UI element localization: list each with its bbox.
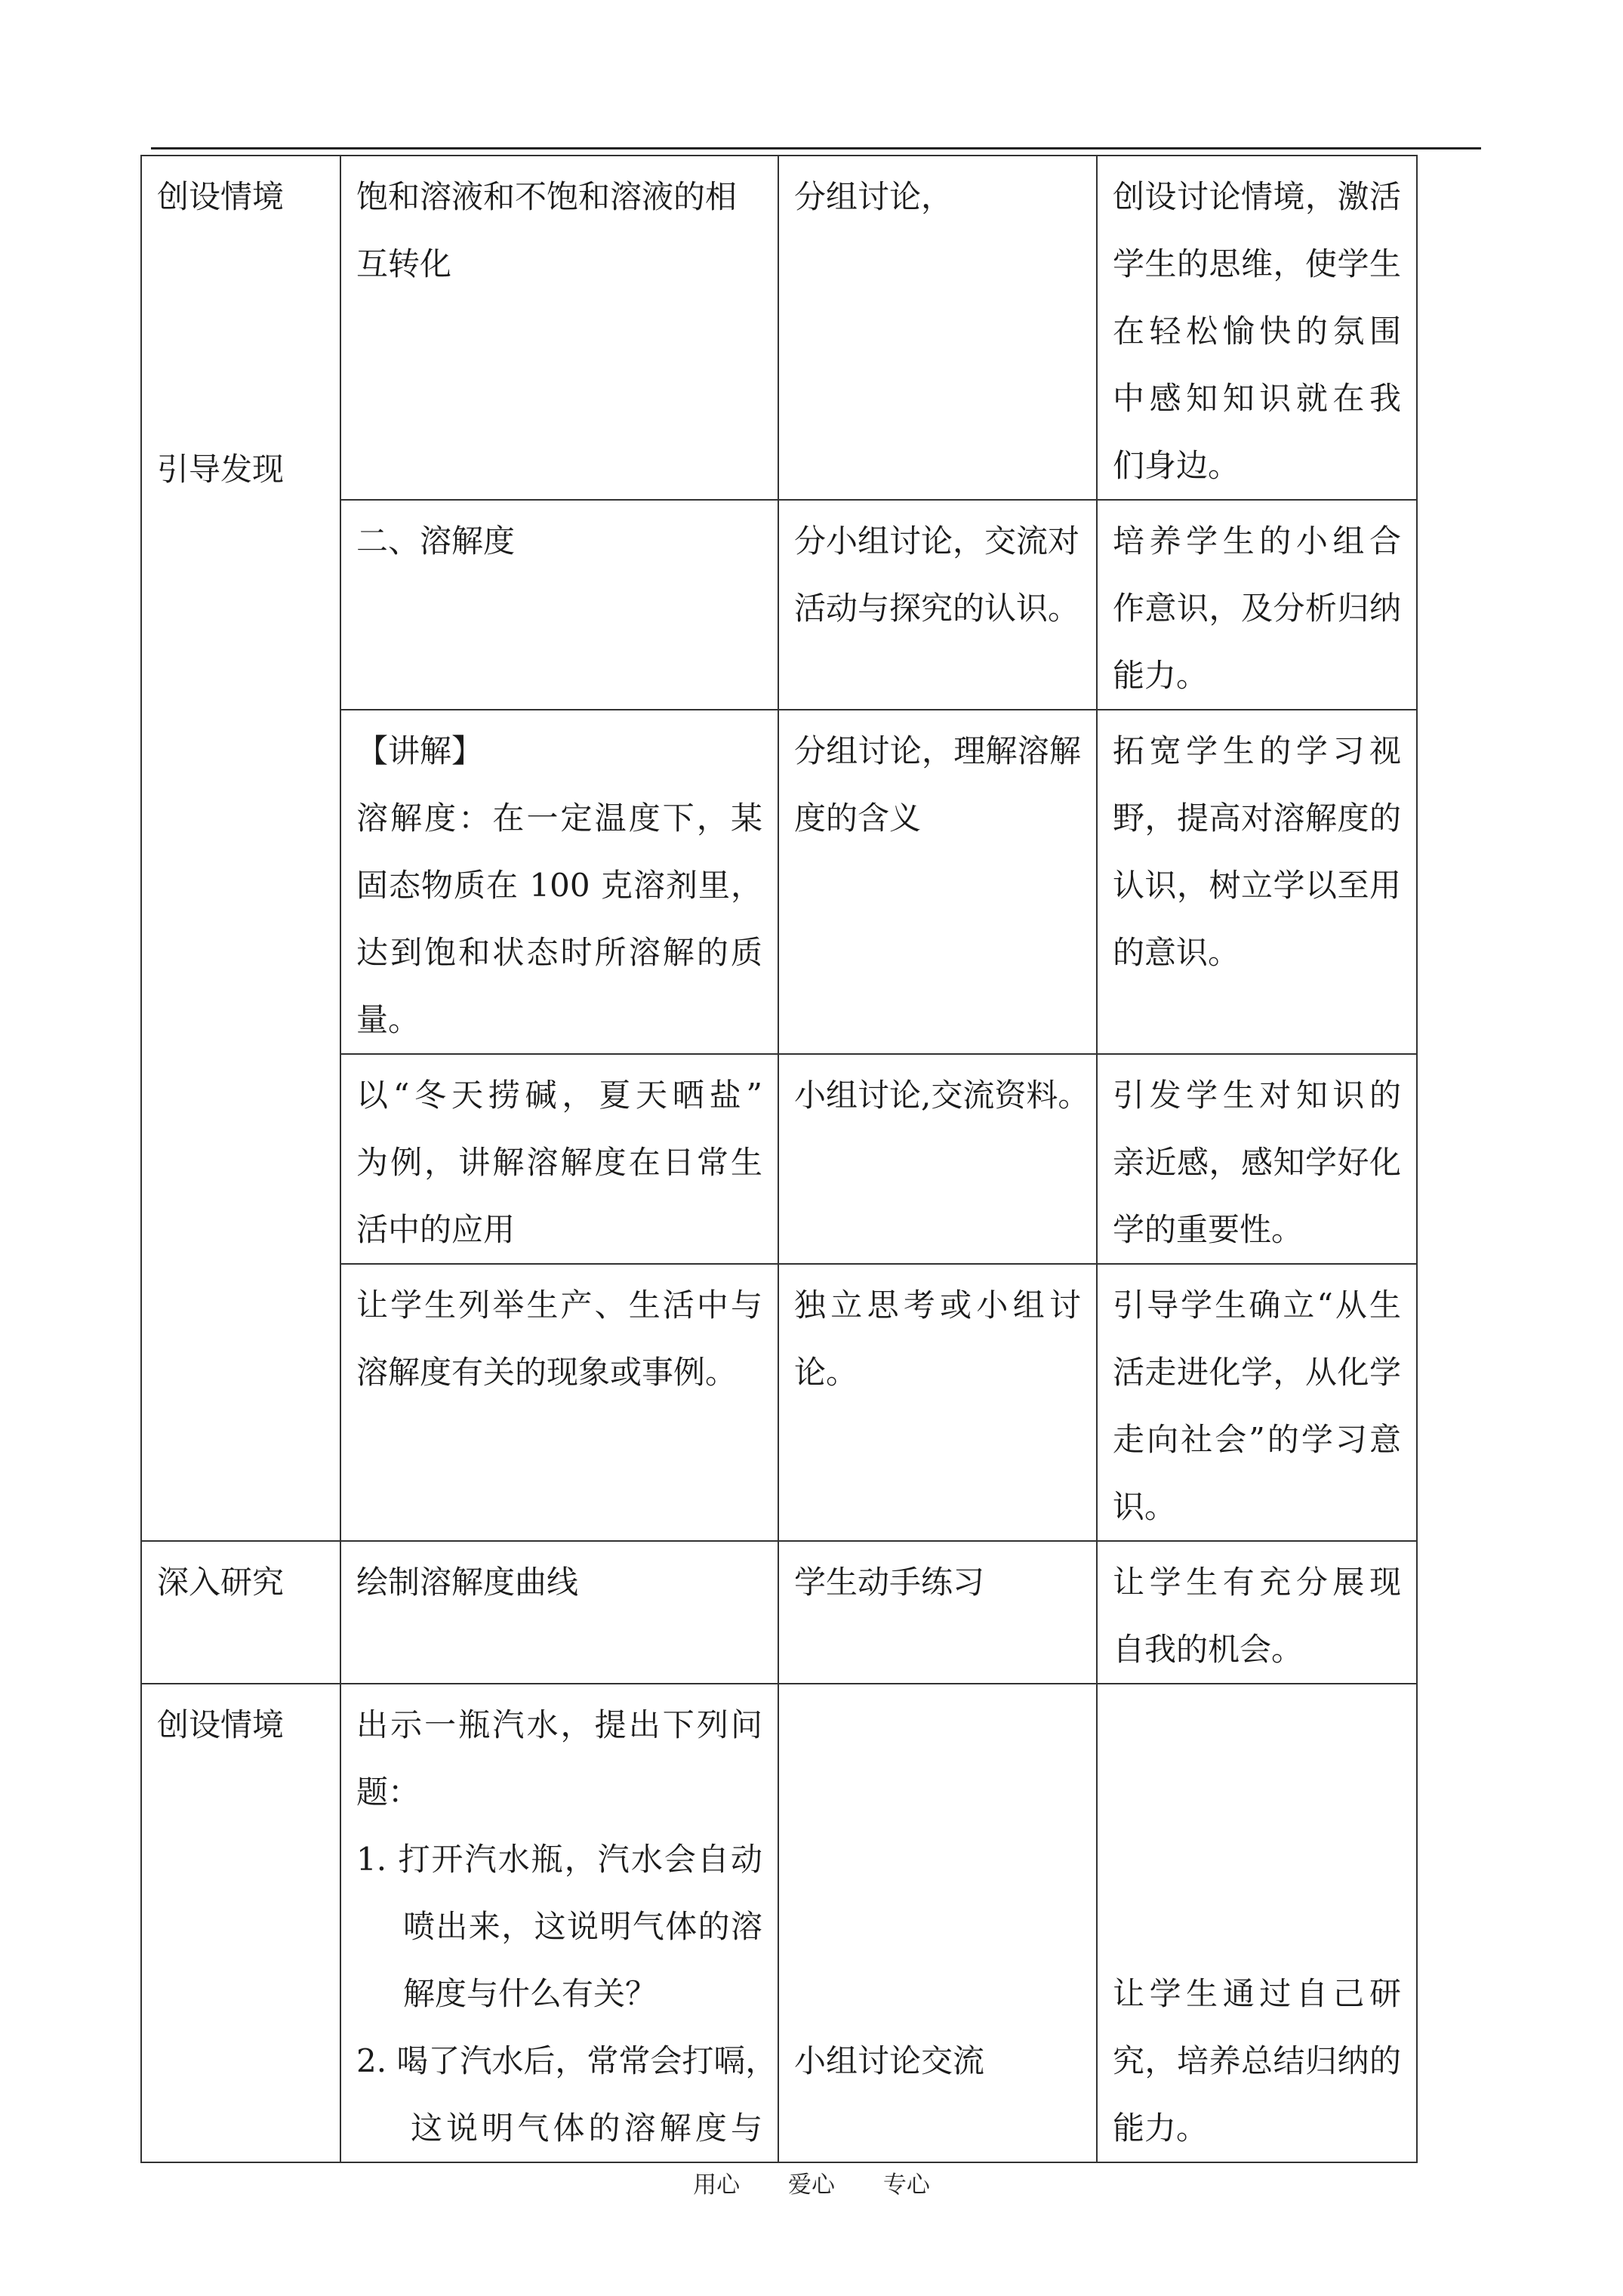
spacer-line: [1113, 1691, 1401, 1758]
text-line: 作意识，及分析归纳: [1113, 590, 1401, 627]
text-line: 论。: [794, 1354, 858, 1391]
content-cell: [340, 1054, 778, 1264]
text-line: 们身边。: [1113, 447, 1240, 484]
text-line: 量。: [356, 1001, 420, 1038]
footer-text: 专心: [882, 2171, 930, 2199]
text-line: 究，培养总结归纳的: [1113, 2042, 1401, 2079]
content-cell: [340, 1264, 778, 1541]
text-line: 二、溶解度: [356, 522, 516, 559]
text-line: 引导学生确立“从生: [1113, 1287, 1401, 1324]
text-line: 野，提高对溶解度的: [1113, 800, 1401, 837]
spacer-line: [794, 1893, 1081, 1960]
text-line: 溶解度：在一定温度下，某: [356, 800, 762, 837]
text-line: 溶解度有关的现象或事例。: [356, 1354, 738, 1391]
spacer-line: [794, 1960, 1081, 2027]
stage-label: 创设情境: [157, 178, 285, 215]
text-line: 引发学生对知识的: [1113, 1077, 1401, 1114]
text-line: 2. 喝了汽水后，常常会打嗝，: [356, 2042, 778, 2079]
spacer-line: [794, 1691, 1081, 1758]
intent-cell: [1097, 710, 1417, 1054]
text-line: 学生的思维，使学生: [1113, 245, 1401, 282]
stage-cell: [141, 1541, 340, 1684]
text-line: 认识，树立学以至用: [1113, 867, 1401, 904]
text-line: 【讲解】: [356, 732, 484, 769]
stage-cell: [141, 1684, 340, 2162]
intent-cell: [1097, 156, 1417, 500]
activity-cell: [778, 1264, 1097, 1541]
text-line: 小组讨论交流: [794, 2042, 985, 2079]
text-line: 度的含义: [794, 800, 922, 837]
header-rule: [151, 147, 1481, 149]
spacer-line: [1113, 1893, 1401, 1960]
text-line: 学生动手练习: [794, 1564, 985, 1601]
stage-label: 创设情境: [157, 1706, 285, 1743]
content-cell: [340, 1684, 778, 2162]
text-line: 让学生通过自己研: [1113, 1975, 1401, 2012]
table-row: [141, 156, 1417, 500]
text-line: 在轻松愉快的氛围: [1113, 313, 1401, 350]
text-line: 能力。: [1113, 2110, 1209, 2147]
text-line: 分组讨论，: [794, 178, 953, 215]
content-cell: [340, 710, 778, 1054]
table-row: [141, 1684, 1417, 2162]
text-line: 出示一瓶汽水，提出下列问: [356, 1706, 762, 1743]
text-line: 喷出来，这说明气体的溶: [403, 1908, 762, 1945]
activity-cell: [778, 1054, 1097, 1264]
text-line: 自我的机会。: [1113, 1631, 1304, 1668]
text-line: 饱和溶液和不饱和溶液的相: [356, 178, 738, 215]
text-line: 拓宽学生的学习视: [1113, 732, 1401, 769]
footer-text: 用心: [693, 2171, 741, 2199]
text-line: 绘制溶解度曲线: [356, 1564, 579, 1601]
text-line: 中感知知识就在我: [1113, 380, 1401, 417]
footer-text: 爱心: [788, 2171, 835, 2199]
text-line: 小组讨论,交流资料。: [794, 1077, 1090, 1114]
text-line: 活走进化学，从化学: [1113, 1354, 1401, 1391]
intent-cell: [1097, 1264, 1417, 1541]
content-cell: [340, 1541, 778, 1684]
text-line: 让学生有充分展现: [1113, 1564, 1401, 1601]
text-line: 解度与什么有关？: [403, 1975, 658, 2012]
intent-cell: [1097, 500, 1417, 710]
spacer-line: [794, 1758, 1081, 1826]
spacer-line: [794, 1826, 1081, 1893]
text-line: 达到饱和状态时所溶解的质: [356, 934, 762, 971]
text-line: 活中的应用: [356, 1211, 516, 1248]
activity-cell: [778, 500, 1097, 710]
text-line: 能力。: [1113, 657, 1209, 694]
activity-cell: [778, 710, 1097, 1054]
text-line: 识。: [1113, 1488, 1177, 1525]
intent-cell: [1097, 1684, 1417, 2162]
text-line: 以“冬天捞碱，夏天晒盐”: [356, 1077, 762, 1114]
spacer-line: [1113, 1826, 1401, 1893]
text-line: 题：: [356, 1774, 420, 1811]
text-line: 培养学生的小组合: [1113, 522, 1401, 559]
content-cell: [340, 500, 778, 710]
text-line: 分小组讨论，交流对: [794, 522, 1080, 559]
text-line: 活动与探究的认识。: [794, 590, 1080, 627]
text-line: 创设讨论情境，激活: [1113, 178, 1401, 215]
stage-cell: [141, 156, 340, 1541]
table-row: [141, 1541, 1417, 1684]
stage-label: 引导发现: [157, 451, 285, 488]
text-line: 这说明气体的溶解度与: [411, 2110, 762, 2147]
activity-cell: [778, 1684, 1097, 2162]
stage-label: 深入研究: [157, 1564, 285, 1601]
page-footer: [0, 2165, 1623, 2199]
activity-cell: [778, 1541, 1097, 1684]
text-line: 为例，讲解溶解度在日常生: [356, 1144, 762, 1181]
intent-cell: [1097, 1054, 1417, 1264]
text-line: 1. 打开汽水瓶，汽水会自动: [356, 1841, 762, 1878]
text-line: 学的重要性。: [1113, 1211, 1304, 1248]
text-line: 分组讨论，理解溶解: [794, 732, 1081, 769]
text-line: 互转化: [356, 245, 452, 282]
text-line: 的意识。: [1113, 934, 1240, 971]
text-line: 让学生列举生产、生活中与: [356, 1287, 762, 1324]
text-line: 固态物质在 100 克溶剂里，: [356, 867, 762, 904]
text-line: 亲近感，感知学好化: [1113, 1144, 1401, 1181]
text-line: 独立思考或小组讨: [794, 1287, 1081, 1324]
activity-cell: [778, 156, 1097, 500]
text-line: 走向社会”的学习意: [1113, 1421, 1401, 1458]
lesson-plan-table: [140, 155, 1418, 2163]
content-cell: [340, 156, 778, 500]
intent-cell: [1097, 1541, 1417, 1684]
spacer-line: [1113, 1758, 1401, 1826]
